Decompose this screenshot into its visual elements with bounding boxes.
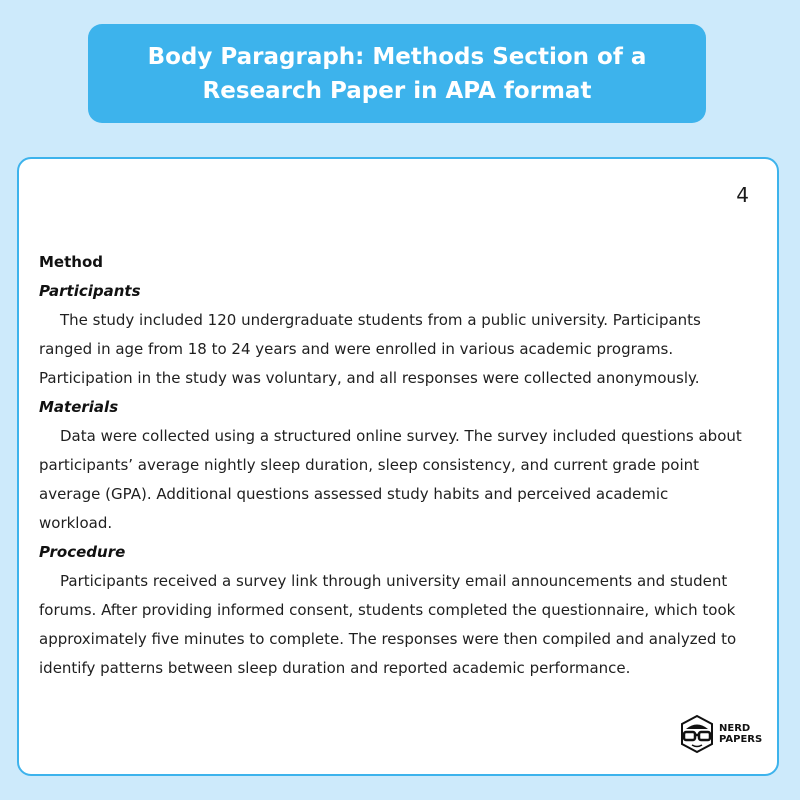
logo-text-line-2: PAPERS (719, 734, 763, 745)
subheading-procedure: Procedure (39, 543, 126, 561)
paragraph-line: approximately five minutes to complete. The responses were then compiled and analyzed to (39, 630, 737, 648)
subheading-participants: Participants (39, 282, 141, 300)
paragraph-line: workload. (39, 514, 113, 532)
banner-title-line-2: Research Paper in APA format (202, 77, 592, 104)
nerd-glasses-icon (677, 714, 717, 754)
paragraph-procedure (39, 567, 764, 683)
subheading-materials: Materials (39, 398, 119, 416)
logo-text-line-1: NERD (719, 723, 751, 734)
page-number: 4 (736, 183, 749, 207)
paragraph-line: participants’ average nightly sleep duration, sleep consistency, and current grade point (39, 456, 700, 474)
paragraph-line: The study included 120 undergraduate students from a public university. Participants (60, 311, 701, 329)
document-page (17, 157, 779, 776)
title-banner (88, 24, 706, 123)
paragraph-participants (39, 306, 764, 393)
paragraph-line: Participants received a survey link through university email announcements and student (60, 572, 728, 590)
nerd-papers-logo (677, 714, 762, 754)
banner-title-line-1: Body Paragraph: Methods Section of a (147, 43, 647, 70)
paragraph-line: average (GPA). Additional questions assessed study habits and perceived academic (39, 485, 669, 503)
paragraph-line: Data were collected using a structured online survey. The survey included questions about (60, 427, 742, 445)
paragraph-line: ranged in age from 18 to 24 years and were enrolled in various academic programs. (39, 340, 674, 358)
paragraph-line: identify patterns between sleep duration and reported academic performance. (39, 659, 631, 677)
paragraph-line: forums. After providing informed consent, students completed the questionnaire, which took (39, 601, 736, 619)
section-heading: Method (39, 253, 103, 271)
paragraph-line: Participation in the study was voluntary, and all responses were collected anonymously. (39, 369, 700, 387)
methods-section (39, 248, 764, 683)
paragraph-materials (39, 422, 764, 538)
